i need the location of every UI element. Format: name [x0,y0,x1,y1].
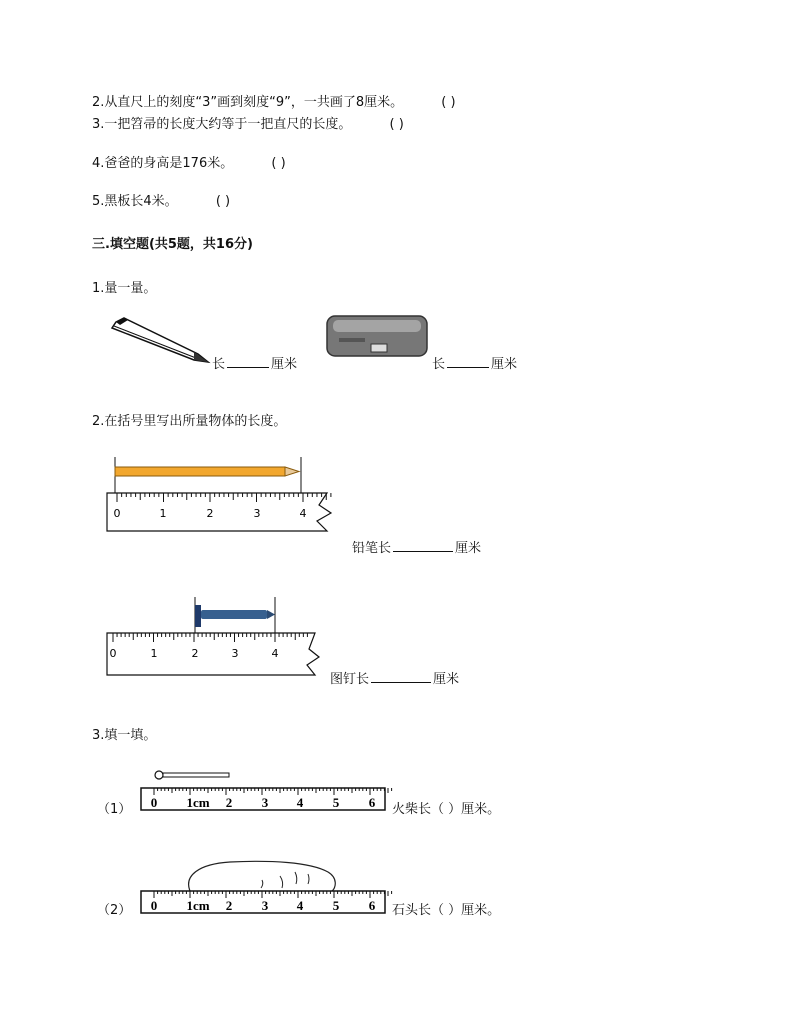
fill-3-item-2-number: （2） [97,903,132,918]
ruler-tick-label: 2 [225,795,233,810]
ruler-tick-label: 2 [225,898,233,913]
ruler-tick-label: 2 [206,507,214,520]
ruler-tick-label: 2 [191,647,199,660]
pencil-image [110,318,210,366]
answer-blank[interactable]: ( ) [389,117,404,132]
ruler-tick-label: 3 [253,507,261,520]
fill-3-item-1-number: （1） [97,802,132,817]
section-title: 三.填空题(共5题，共16分) [92,237,253,252]
ruler-pencil [105,455,345,535]
answer-blank[interactable]: ( ) [271,156,286,171]
eraser-image [325,314,429,362]
answer-line[interactable] [227,355,269,368]
ruler-tick-label: 5 [332,795,340,810]
fill-2-nail-answer: 图钉长 厘米 [330,672,460,687]
ruler-tick-label: 1 [150,647,158,660]
ruler-tick-label: 1cm [186,795,210,810]
ruler-match [140,765,390,813]
answer-blank[interactable]: ( ) [441,95,456,110]
fill-3-item-2-answer[interactable]: 石头长（ ）厘米。 [392,903,501,918]
ruler-tick-label: 1cm [186,898,210,913]
ruler-tick-label: 0 [150,795,158,810]
ruler-tick-label: 0 [150,898,158,913]
ruler-tick-label: 6 [368,898,376,913]
fill-3-item-1-answer[interactable]: 火柴长（ ）厘米。 [392,802,501,817]
answer-line[interactable] [393,539,453,552]
ruler-stone [140,858,390,916]
answer-line[interactable] [371,670,431,683]
ruler-tick-label: 4 [299,507,307,520]
ruler-tick-label: 4 [296,795,304,810]
tf-question-4: 4.爸爸的身高是176米。 ( ) [92,156,286,171]
fill-1-eraser-answer: 长 厘米 [432,357,518,372]
ruler-tick-label: 1 [159,507,167,520]
ruler-tick-label: 5 [332,898,340,913]
ruler-tick-label: 3 [261,795,269,810]
fill-question-2: 2.在括号里写出所量物体的长度。 [92,414,287,429]
fill-question-3: 3.填一填。 [92,728,157,743]
ruler-nail [105,593,335,678]
ruler-tick-label: 3 [231,647,239,660]
answer-line[interactable] [447,355,489,368]
ruler-tick-label: 0 [109,647,117,660]
ruler-tick-label: 4 [296,898,304,913]
fill-2-pencil-answer: 铅笔长 厘米 [352,541,482,556]
tf-question-2: 2.从直尺上的刻度“3”画到刻度“9”，一共画了8厘米。 ( ) [92,95,456,110]
tf-question-5: 5.黑板长4米。 ( ) [92,194,231,209]
fill-1-pencil-answer: 长 厘米 [212,357,298,372]
ruler-tick-label: 6 [368,795,376,810]
tf-question-3: 3.一把笤帚的长度大约等于一把直尺的长度。 ( ) [92,117,404,132]
fill-question-1: 1.量一量。 [92,281,157,296]
answer-blank[interactable]: ( ) [215,194,231,209]
ruler-tick-label: 0 [113,507,121,520]
ruler-tick-label: 4 [271,647,279,660]
ruler-tick-label: 3 [261,898,269,913]
